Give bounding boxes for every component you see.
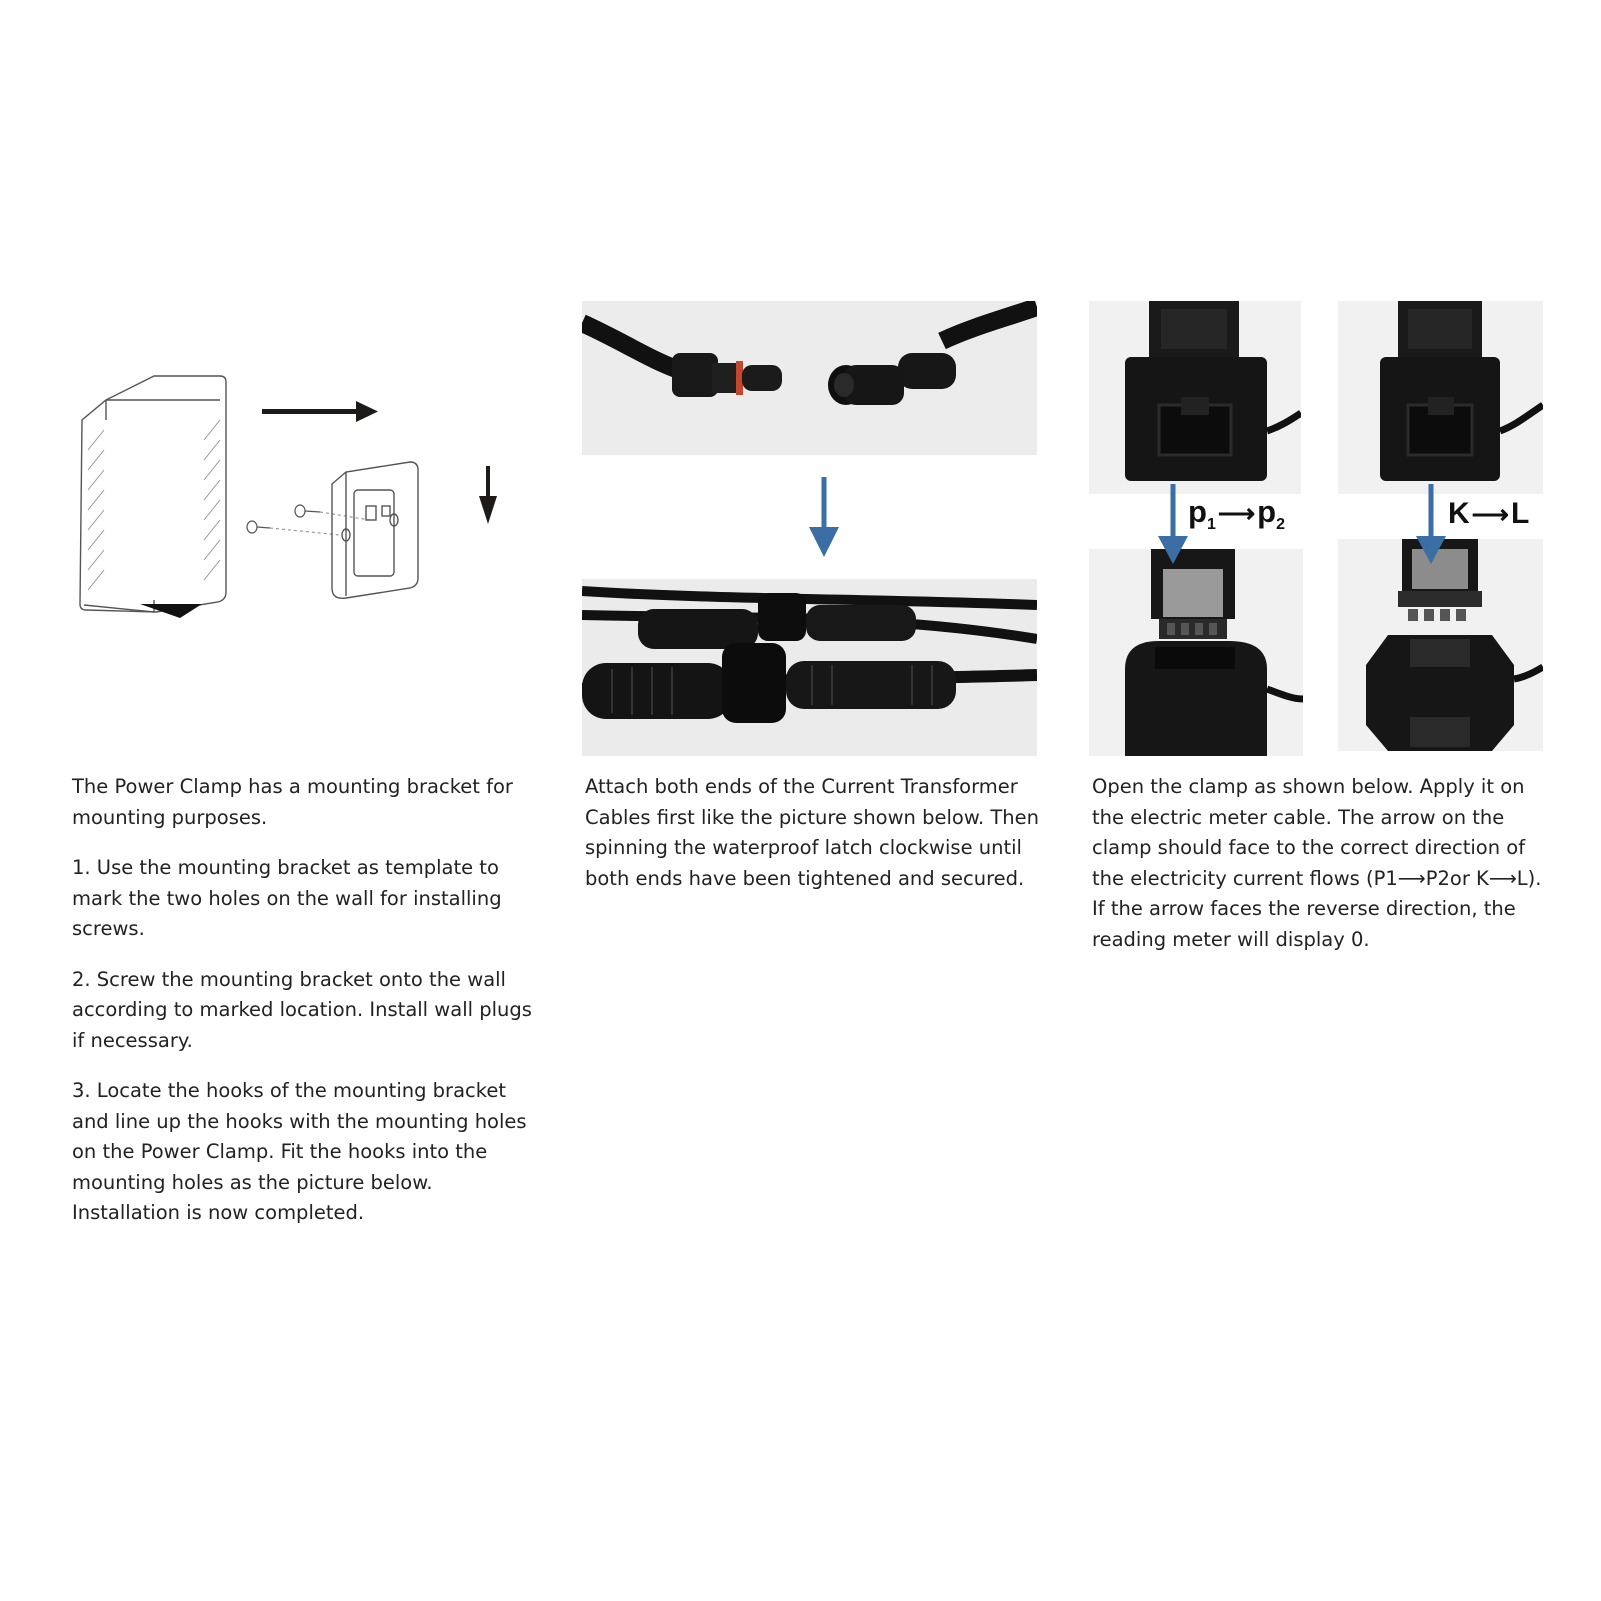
blue-arrow-clamp-left xyxy=(1158,484,1188,564)
bracket-step-1: 1. Use the mounting bracket as template to mark the two holes on the wall for installing screws. xyxy=(72,856,502,940)
black-arrow-down xyxy=(479,466,497,524)
bracket-line-drawing xyxy=(70,360,530,640)
blue-arrow-cable xyxy=(809,477,839,557)
label-p-arrow: ⟶ xyxy=(1217,498,1256,528)
black-arrow-right xyxy=(262,401,378,422)
label-p1-main: p xyxy=(1188,494,1207,529)
label-l: L xyxy=(1510,497,1530,530)
label-k: K xyxy=(1448,497,1470,530)
bracket-step-2: 2. Screw the mounting bracket onto the wall according to marked location. Install wall plugs if necessary. xyxy=(72,967,532,1052)
power-clamp-body xyxy=(80,376,226,612)
bracket-step-3: 3. Locate the hooks of the mounting bracket and line up the hooks with the mounting holes on the Power Clamp. Fit the hooks into the mounting holes as the picture below. Installation is now completed. xyxy=(72,1079,527,1224)
closed-clamp-k-image xyxy=(1338,301,1543,494)
clamp-instructions xyxy=(1092,772,1552,975)
screws xyxy=(247,505,370,535)
open-clamp-k-image xyxy=(1338,539,1543,751)
bracket-instructions xyxy=(72,772,532,1249)
mounting-bracket xyxy=(332,462,418,598)
cable-photo-separate xyxy=(582,301,1037,455)
closed-clamp-p-image xyxy=(1089,301,1301,494)
open-clamp-p-image xyxy=(1089,549,1303,756)
connected-cables-image xyxy=(582,579,1037,756)
clamp-hatching xyxy=(88,420,220,590)
label-kl-arrow: ⟶ xyxy=(1471,499,1509,529)
bracket-intro: The Power Clamp has a mounting bracket for mounting purposes. xyxy=(72,775,513,829)
clamp-photo-closed-left xyxy=(1089,301,1301,494)
label-p2-sub: 2 xyxy=(1276,516,1285,534)
clamp-photo-closed-right xyxy=(1338,301,1543,494)
bracket-illustration xyxy=(70,360,530,640)
clamp-text: Open the clamp as shown below. Apply it on the electric meter cable. The arrow on the clamp should face to the correct direction of the electricity current flows (P1⟶P2or K⟶L). If the arrow faces the reverse direction, the reading meter will display 0. xyxy=(1092,775,1542,951)
cable-text: Attach both ends of the Current Transformer Cables first like the picture shown below. Then spinning the waterproof latch clockwise until both ends have been tightened and secured. xyxy=(585,775,1040,890)
clamp-photo-open-right xyxy=(1338,539,1543,751)
separate-connectors-image xyxy=(582,301,1037,455)
label-p1-sub: 1 xyxy=(1206,516,1216,534)
label-p1-p2 xyxy=(1188,494,1285,543)
label-p2-main: p xyxy=(1257,494,1277,529)
cable-photo-connected xyxy=(582,579,1037,756)
cable-instructions xyxy=(585,772,1040,914)
blue-arrow-clamp-right xyxy=(1416,484,1446,564)
label-k-l xyxy=(1448,496,1529,532)
clamp-photo-open-left xyxy=(1089,549,1303,756)
